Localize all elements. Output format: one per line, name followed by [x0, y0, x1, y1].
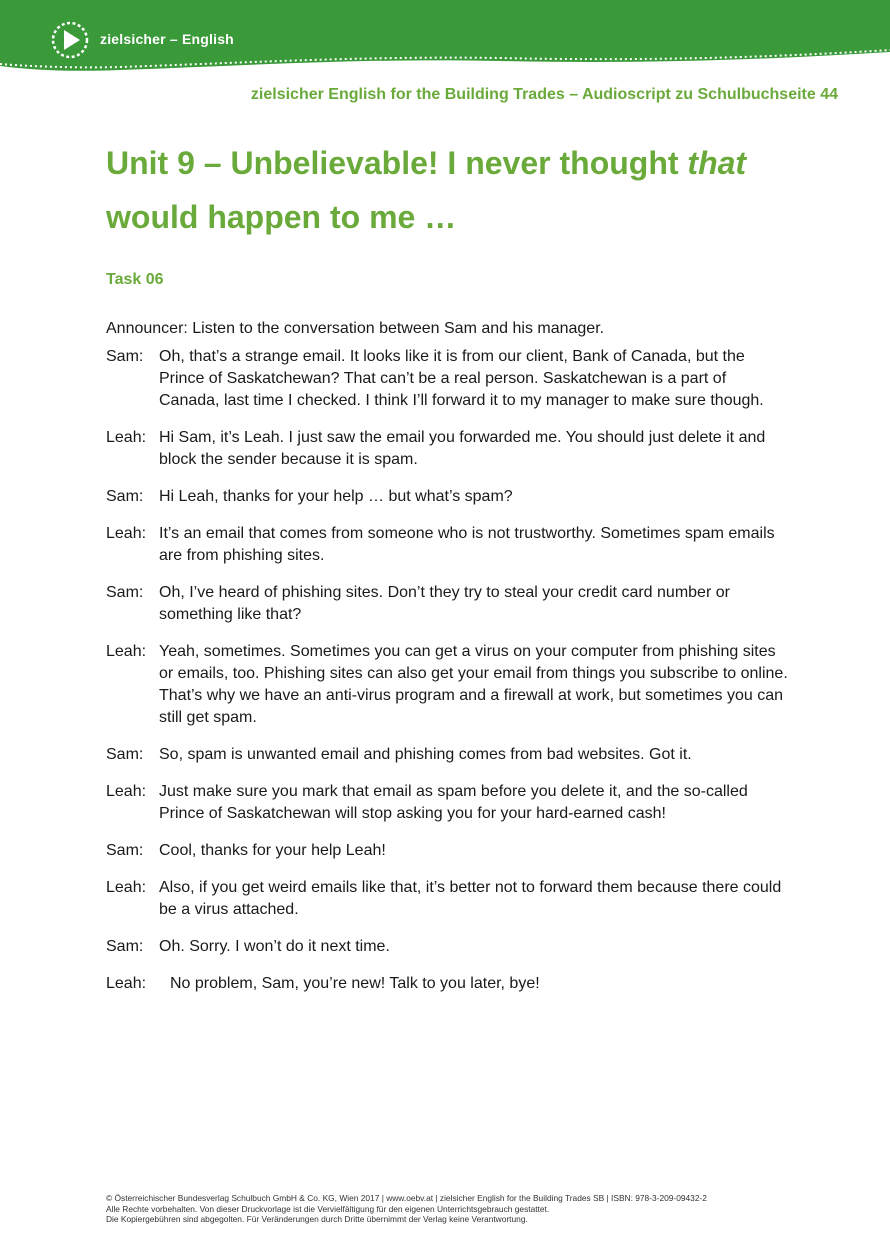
speaker-label: Leah: [106, 879, 147, 896]
footer-line-3: Die Kopiergebühren sind abgegolten. Für Veränderungen durch Dritte übernimmt der Verlag keine Verantwortung. [106, 1214, 528, 1224]
dialogue-line [106, 427, 806, 471]
speech-text: Oh, that’s a strange email. It looks like it is from our client, Bank of Canada, but the Prince of Saskatchewan? That can’t be a real person. Saskatchewan is a part of Canada, last time I checked. I think I’ll forward it to my manager to make sure though. [159, 348, 764, 409]
speech-text: Just make sure you mark that email as spam before you delete it, and the so-called Prince of Saskatchewan will stop asking you for your hard-earned cash! [159, 783, 748, 822]
speech-text: Hi Sam, it’s Leah. I just saw the email you forwarded me. You should just delete it and block the sender because it is spam. [159, 429, 766, 468]
task-label: Task 06 [106, 271, 164, 288]
speaker-label: Leah: [106, 525, 147, 542]
running-head: zielsicher English for the Building Trades – Audioscript zu Schulbuchseite 44 [250, 86, 838, 103]
dialogue-line [106, 582, 806, 626]
speaker-label: Leah: [106, 975, 147, 992]
speech-text: Also, if you get weird emails like that, it’s better not to forward them because there could be a virus attached. [159, 879, 782, 918]
page-title [106, 136, 806, 244]
speech-text: Hi Leah, thanks for your help … but what’s spam? [159, 488, 513, 505]
speaker-label: Sam: [106, 584, 144, 601]
speaker-label: Sam: [106, 746, 144, 763]
dialogue-line [106, 973, 806, 995]
speaker-label: Leah: [106, 429, 147, 446]
play-logo-icon [50, 20, 90, 60]
dialogue-line [106, 840, 806, 862]
dialogue-line [106, 877, 806, 921]
title-part-1: Unit 9 – Unbelievable! I never thought [106, 145, 688, 181]
dialogue-line [106, 936, 806, 958]
announcer-line: Announcer: Listen to the conversation between Sam and his manager. [106, 320, 605, 337]
dialogue-line [106, 744, 806, 766]
speaker-label: Leah: [106, 643, 147, 660]
title-part-2: would happen to me … [106, 199, 457, 235]
speech-text: Cool, thanks for your help Leah! [159, 842, 386, 859]
dialogue-line [106, 346, 806, 412]
dialogue-line [106, 781, 806, 825]
speech-text: Oh. Sorry. I won’t do it next time. [159, 938, 390, 955]
speaker-label: Sam: [106, 842, 144, 859]
speech-text: No problem, Sam, you’re new! Talk to you later, bye! [170, 975, 540, 992]
title-emphasis: that [687, 145, 747, 181]
brand-name: zielsicher – English [100, 31, 234, 47]
dialogue-line [106, 641, 806, 729]
speech-text: Oh, I’ve heard of phishing sites. Don’t they try to steal your credit card number or something like that? [159, 584, 730, 623]
dialogue-list [106, 346, 806, 995]
footer-line-2: Alle Rechte vorbehalten. Von dieser Druckvorlage ist die Vervielfältigung für den eigenen Unterrichtsgebrauch gestattet. [106, 1203, 550, 1214]
speech-text: It’s an email that comes from someone who is not trustworthy. Sometimes spam emails are from phishing sites. [159, 525, 775, 564]
audioscript [106, 318, 806, 1010]
footer-line-1: © Österreichischer Bundesverlag Schulbuch GmbH & Co. KG, Wien 2017 | www.oebv.at | zielsicher English for the Building Trades SB | ISBN: 978-3-209-09432-2 [106, 1193, 707, 1203]
copyright-footer [106, 1193, 806, 1225]
speech-text: Yeah, sometimes. Sometimes you can get a virus on your computer from phishing sites or emails, too. Phishing sites can also get your email from things you subscribe to online. That’s why we have an anti-virus program and a firewall at work, but sometimes you can still get spam. [159, 643, 788, 726]
speaker-label: Sam: [106, 938, 144, 955]
speaker-label: Sam: [106, 348, 144, 365]
dialogue-line [106, 523, 806, 567]
speaker-label: Sam: [106, 488, 144, 505]
speech-text: So, spam is unwanted email and phishing comes from bad websites. Got it. [159, 746, 692, 763]
speaker-label: Leah: [106, 783, 147, 800]
dialogue-line [106, 486, 806, 508]
